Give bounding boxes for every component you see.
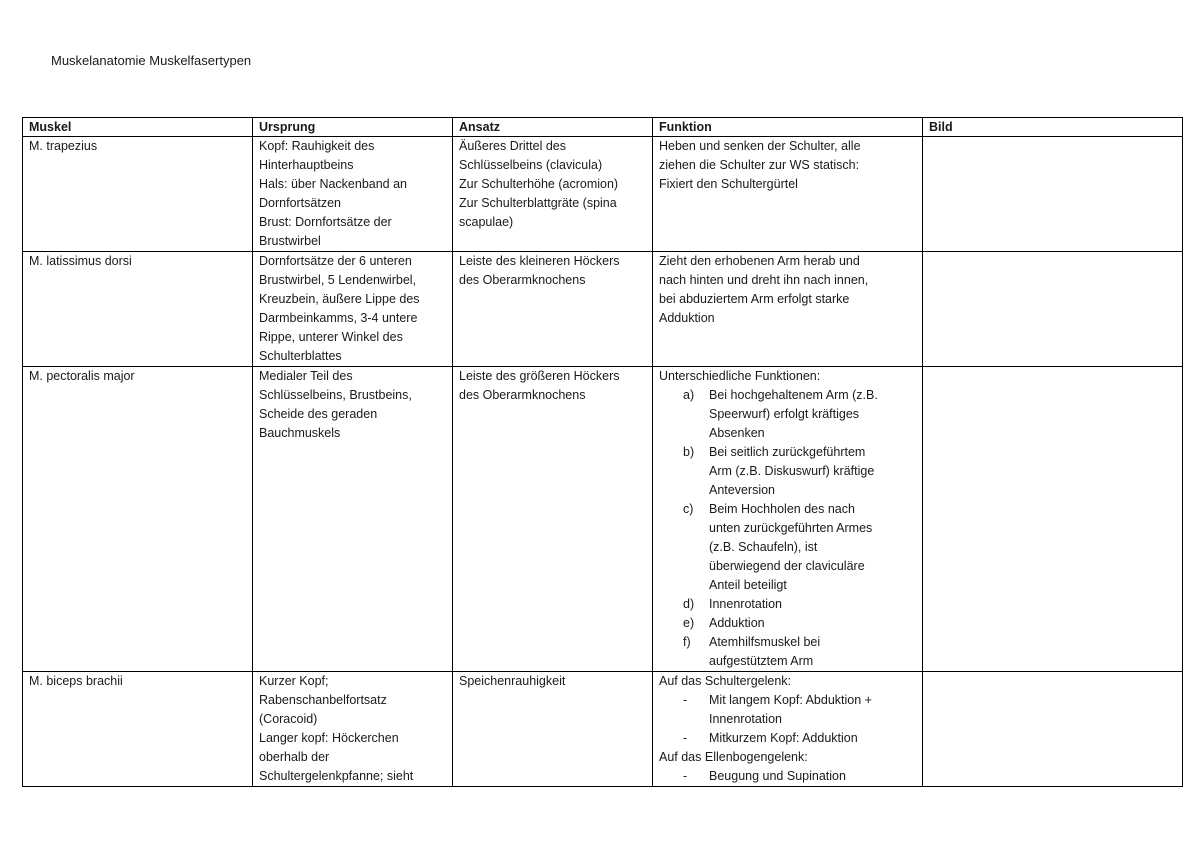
list-item-line: Mitkurzem Kopf: Adduktion	[709, 731, 858, 745]
cell-line: (Coracoid)	[259, 712, 318, 726]
table-row	[23, 137, 1183, 252]
cell-muskel	[23, 367, 253, 672]
header-ursprung: Ursprung	[253, 118, 453, 137]
function-list	[659, 767, 916, 786]
cell-bild	[923, 252, 1183, 367]
cell-line: Äußeres Drittel des	[459, 139, 566, 153]
cell-muskel	[23, 252, 253, 367]
header-ansatz: Ansatz	[453, 118, 653, 137]
table-header-row	[23, 118, 1183, 137]
list-item-line: (z.B. Schaufeln), ist	[709, 540, 818, 554]
cell-ansatz	[453, 672, 653, 787]
function-list	[659, 386, 916, 671]
cell-bild	[923, 367, 1183, 672]
cell-line: Darmbeinkamms, 3-4 untere	[259, 311, 418, 325]
list-item-line: Atemhilfsmuskel bei	[709, 635, 821, 649]
cell-line: ziehen die Schulter zur WS statisch:	[659, 158, 860, 172]
cell-ursprung	[253, 252, 453, 367]
list-item-line: Speerwurf) erfolgt kräftiges	[709, 407, 860, 421]
header-bild: Bild	[923, 118, 1183, 137]
cell-line: Schlüsselbeins (clavicula)	[459, 158, 603, 172]
cell-line: Medialer Teil des	[259, 369, 353, 383]
cell-line: Kreuzbein, äußere Lippe des	[259, 292, 420, 306]
header-funktion: Funktion	[653, 118, 923, 137]
cell-line: des Oberarmknochens	[459, 388, 586, 402]
document-title: Muskelanatomie Muskelfasertypen	[51, 53, 252, 68]
cell-line: Leiste des größeren Höckers	[459, 369, 620, 383]
function-list	[659, 691, 916, 748]
cell-line: Rabenschanbelfortsatz	[259, 693, 387, 707]
cell-line: oberhalb der	[259, 750, 330, 764]
cell-funktion	[653, 252, 923, 367]
cell-muskel	[23, 672, 253, 787]
muscle-name: M. pectoralis major	[29, 369, 135, 383]
function-intro: Auf das Ellenbogengelenk:	[659, 750, 808, 764]
cell-line: Dornfortsätzen	[259, 196, 341, 210]
cell-line: Adduktion	[659, 311, 715, 325]
table-row	[23, 367, 1183, 672]
cell-line: Langer kopf: Höckerchen	[259, 731, 399, 745]
cell-line: Schlüsselbeins, Brustbeins,	[259, 388, 412, 402]
cell-line: Zur Schulterblattgräte (spina	[459, 196, 617, 210]
cell-funktion	[653, 137, 923, 252]
cell-line: bei abduziertem Arm erfolgt starke	[659, 292, 850, 306]
list-marker: c)	[683, 502, 694, 516]
cell-line: Brust: Dornfortsätze der	[259, 215, 392, 229]
cell-line: Brustwirbel, 5 Lendenwirbel,	[259, 273, 417, 287]
cell-line: Heben und senken der Schulter, alle	[659, 139, 861, 153]
function-list-item	[659, 633, 916, 671]
function-list-item	[659, 443, 916, 500]
function-list-item	[659, 614, 916, 633]
muscle-name: M. biceps brachii	[29, 674, 123, 688]
cell-ansatz	[453, 252, 653, 367]
cell-line: Speichenrauhigkeit	[459, 674, 566, 688]
function-list-item	[659, 595, 916, 614]
muscle-name: M. trapezius	[29, 139, 98, 153]
cell-line: Kurzer Kopf;	[259, 674, 329, 688]
list-item-line: Mit langem Kopf: Abduktion +	[709, 693, 872, 707]
list-marker: b)	[683, 445, 695, 459]
cell-line: Bauchmuskels	[259, 426, 341, 440]
cell-line: Hals: über Nackenband an	[259, 177, 408, 191]
function-list-item	[659, 386, 916, 443]
cell-ansatz	[453, 367, 653, 672]
list-item-line: Innenrotation	[709, 712, 782, 726]
function-list-item	[659, 767, 916, 786]
function-intro: Auf das Schultergelenk:	[659, 674, 792, 688]
muscle-table	[22, 117, 1183, 787]
list-item-line: Beim Hochholen des nach	[709, 502, 855, 516]
list-item-line: unten zurückgeführten Armes	[709, 521, 873, 535]
cell-bild	[923, 672, 1183, 787]
cell-funktion	[653, 672, 923, 787]
cell-funktion	[653, 367, 923, 672]
muscle-name: M. latissimus dorsi	[29, 254, 132, 268]
cell-line: Leiste des kleineren Höckers	[459, 254, 620, 268]
list-item-line: Adduktion	[709, 616, 765, 630]
list-marker: -	[683, 769, 688, 783]
cell-line: Zieht den erhobenen Arm herab und	[659, 254, 860, 268]
cell-line: Brustwirbel	[259, 234, 321, 248]
list-item-line: Absenken	[709, 426, 765, 440]
cell-ursprung	[253, 367, 453, 672]
list-item-line: Bei hochgehaltenem Arm (z.B.	[709, 388, 878, 402]
function-list-item	[659, 500, 916, 595]
list-marker: -	[683, 693, 688, 707]
cell-ansatz	[453, 137, 653, 252]
list-marker: e)	[683, 616, 695, 630]
function-list-item	[659, 729, 916, 748]
list-marker: a)	[683, 388, 695, 402]
function-list-item	[659, 691, 916, 729]
cell-line: Schulterblattes	[259, 349, 342, 363]
list-item-line: Innenrotation	[709, 597, 782, 611]
function-intro: Unterschiedliche Funktionen:	[659, 369, 821, 383]
cell-muskel	[23, 137, 253, 252]
list-marker: -	[683, 731, 688, 745]
list-item-line: Bei seitlich zurückgeführtem	[709, 445, 866, 459]
cell-line: Fixiert den Schultergürtel	[659, 177, 798, 191]
cell-line: des Oberarmknochens	[459, 273, 586, 287]
list-item-line: aufgestütztem Arm	[709, 654, 814, 668]
header-muskel: Muskel	[23, 118, 253, 137]
cell-line: Scheide des geraden	[259, 407, 378, 421]
cell-line: Zur Schulterhöhe (acromion)	[459, 177, 619, 191]
list-marker: d)	[683, 597, 695, 611]
cell-line: Hinterhauptbeins	[259, 158, 354, 172]
table-row	[23, 672, 1183, 787]
cell-line: scapulae)	[459, 215, 514, 229]
list-item-line: überwiegend der claviculäre	[709, 559, 865, 573]
cell-line: Rippe, unterer Winkel des	[259, 330, 403, 344]
list-item-line: Anteversion	[709, 483, 776, 497]
list-item-line: Beugung und Supination	[709, 769, 846, 783]
cell-line: nach hinten und dreht ihn nach innen,	[659, 273, 869, 287]
list-item-line: Arm (z.B. Diskuswurf) kräftige	[709, 464, 875, 478]
table-row	[23, 252, 1183, 367]
cell-line: Kopf: Rauhigkeit des	[259, 139, 375, 153]
cell-line: Schultergelenkpfanne; sieht	[259, 769, 414, 783]
list-marker: f)	[683, 635, 691, 649]
cell-bild	[923, 137, 1183, 252]
cell-ursprung	[253, 672, 453, 787]
cell-line: Dornfortsätze der 6 unteren	[259, 254, 412, 268]
cell-ursprung	[253, 137, 453, 252]
list-item-line: Anteil beteiligt	[709, 578, 787, 592]
